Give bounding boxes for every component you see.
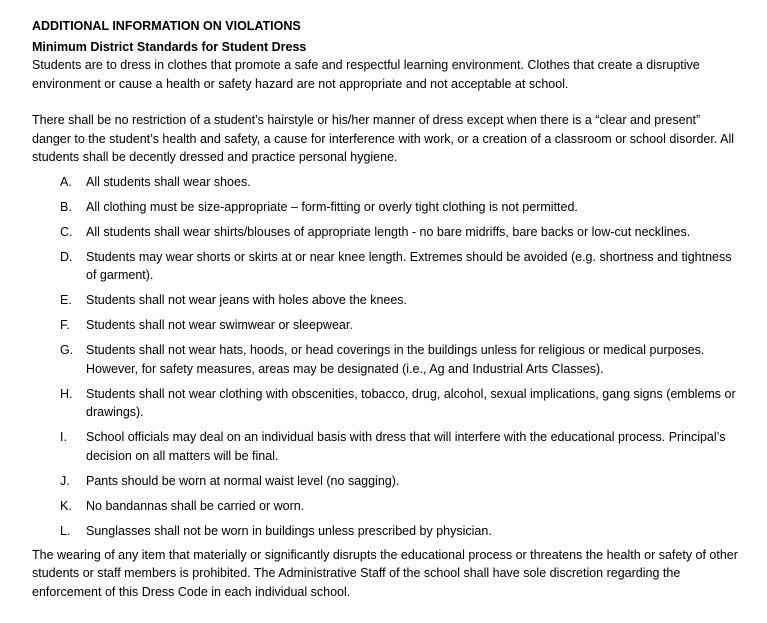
list-item-text: All students shall wear shirts/blouses of appropriate length - no bare midriffs, bare backs or low-cut necklines. [86,224,691,239]
closing-paragraph: The wearing of any item that materially or significantly disrupts the educational process or threatens the health or safety of other students or staff members is prohibited. The Administrative Staff of the school shall have sole discretion regarding the enforcement of this Dress Code in each individual school. [32,547,738,599]
list-marker: K. [60,498,72,513]
list-item [32,497,741,516]
list-marker: D. [60,249,73,264]
list-item [32,522,741,541]
section-heading: ADDITIONAL INFORMATION ON VIOLATIONS [32,19,301,33]
list-item-text: All students shall wear shoes. [86,174,251,189]
list-item-text: Students shall not wear hats, hoods, or head coverings in the buildings unless for religious or medical purposes. However, for safety measures, areas may be designated (i.e., Ag and Industrial Arts Classes). [86,343,705,376]
list-marker: B. [60,199,72,214]
list-item-text: Students shall not wear clothing with obscenities, tobacco, drug, alcohol, sexual implications, gang signs (emblems or drawings). [86,386,736,419]
list-marker: H. [60,386,73,401]
list-item [32,316,741,335]
list-marker: I. [60,430,67,444]
dress-rules-list [32,173,741,541]
list-marker: G. [60,343,74,357]
list-item-text: Sunglasses shall not be worn in buildings unless prescribed by physician. [86,523,492,538]
list-marker: C. [60,224,73,239]
list-item [32,223,741,242]
list-item [32,173,741,192]
list-item [32,341,741,378]
list-marker: L. [60,523,71,538]
section-subheading: Minimum District Standards for Student Dress [32,39,307,54]
list-marker: A. [60,174,72,189]
list-marker: J. [60,473,70,488]
list-item [32,198,741,217]
list-item-text: School officials may deal on an individual basis with dress that will interfere with the educational process. Principal’s decision on all matters will be final. [86,430,726,463]
list-item-text: Students shall not wear jeans with holes above the knees. [86,293,408,307]
list-item [32,291,741,310]
list-item-text: All clothing must be size-appropriate – form-fitting or overly tight clothing is not permitted. [86,199,578,214]
list-marker: F. [60,318,70,332]
list-item-text: Students may wear shorts or skirts at or near knee length. Extremes should be avoided (e.g. shortness and tightness of garment). [86,249,732,282]
list-item-text: Students shall not wear swimwear or sleepwear. [86,318,353,332]
list-item [32,428,741,465]
list-item [32,385,741,422]
list-marker: E. [60,293,72,307]
list-item-text: Pants should be worn at normal waist level (no sagging). [86,473,400,488]
list-item [32,472,741,491]
restriction-paragraph: There shall be no restriction of a student’s hairstyle or his/her manner of dress except when there is a “clear and present” danger to the student’s health and safety, a cause for interference with work, or a creation of a classroom or school disorder. All students shall be decently dressed and practice personal hygiene. [32,113,735,164]
list-item [32,248,741,285]
list-item-text: No bandannas shall be carried or worn. [86,498,305,513]
intro-paragraph: Students are to dress in clothes that promote a safe and respectful learning environment. Clothes that create a disruptive environment or cause a health or safety hazard are not appropriate and not acceptable at school. [32,58,700,91]
